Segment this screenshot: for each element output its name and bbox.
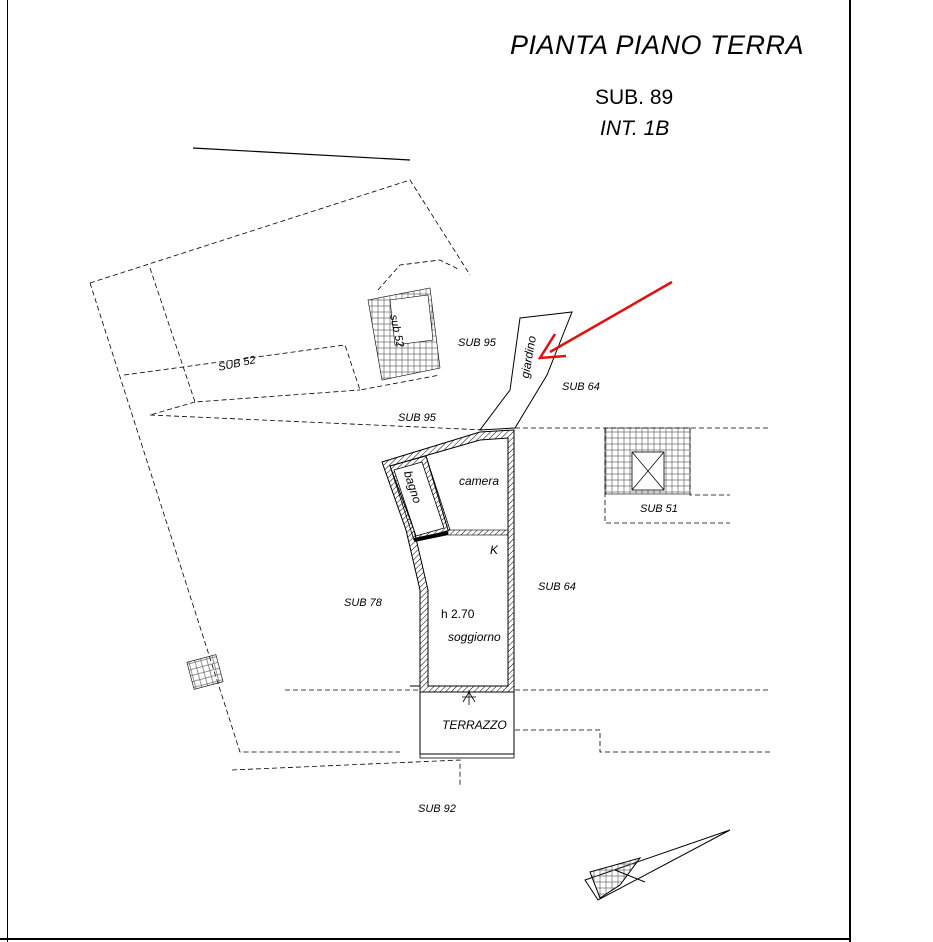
label-sub-52: SUB 52 <box>217 354 257 374</box>
label-giardino: giardino <box>517 334 539 380</box>
small-grid-left <box>187 655 223 690</box>
apartment-walls <box>382 430 514 692</box>
room-height: h 2.70 <box>441 607 475 621</box>
label-sub-95-top: SUB 95 <box>458 337 496 349</box>
room-soggiorno: soggiorno <box>448 630 501 644</box>
interior-number: INT. 1B <box>600 117 670 140</box>
label-sub-51: SUB 51 <box>640 503 678 515</box>
label-sub-52-vertical: sub 52 <box>387 313 406 349</box>
label-sub-78: SUB 78 <box>344 597 382 609</box>
label-sub-64-mid: SUB 64 <box>538 581 576 593</box>
room-k: K <box>490 543 499 557</box>
plan-title: PIANTA PIANO TERRA <box>510 30 805 60</box>
sub-number: SUB. 89 <box>595 86 674 109</box>
staircase-sub52 <box>368 288 440 380</box>
staircase-sub51 <box>605 428 690 494</box>
north-arrow <box>585 830 730 900</box>
red-arrow <box>540 282 672 358</box>
label-sub-95-mid: SUB 95 <box>398 412 436 424</box>
room-terrazzo: TERRAZZO <box>442 718 507 732</box>
room-bagno: bagno <box>400 468 425 506</box>
boundary-solid-line <box>193 148 410 160</box>
room-camera: camera <box>459 474 500 488</box>
label-sub-64-top: SUB 64 <box>562 381 600 393</box>
label-sub-92: SUB 92 <box>418 803 456 815</box>
